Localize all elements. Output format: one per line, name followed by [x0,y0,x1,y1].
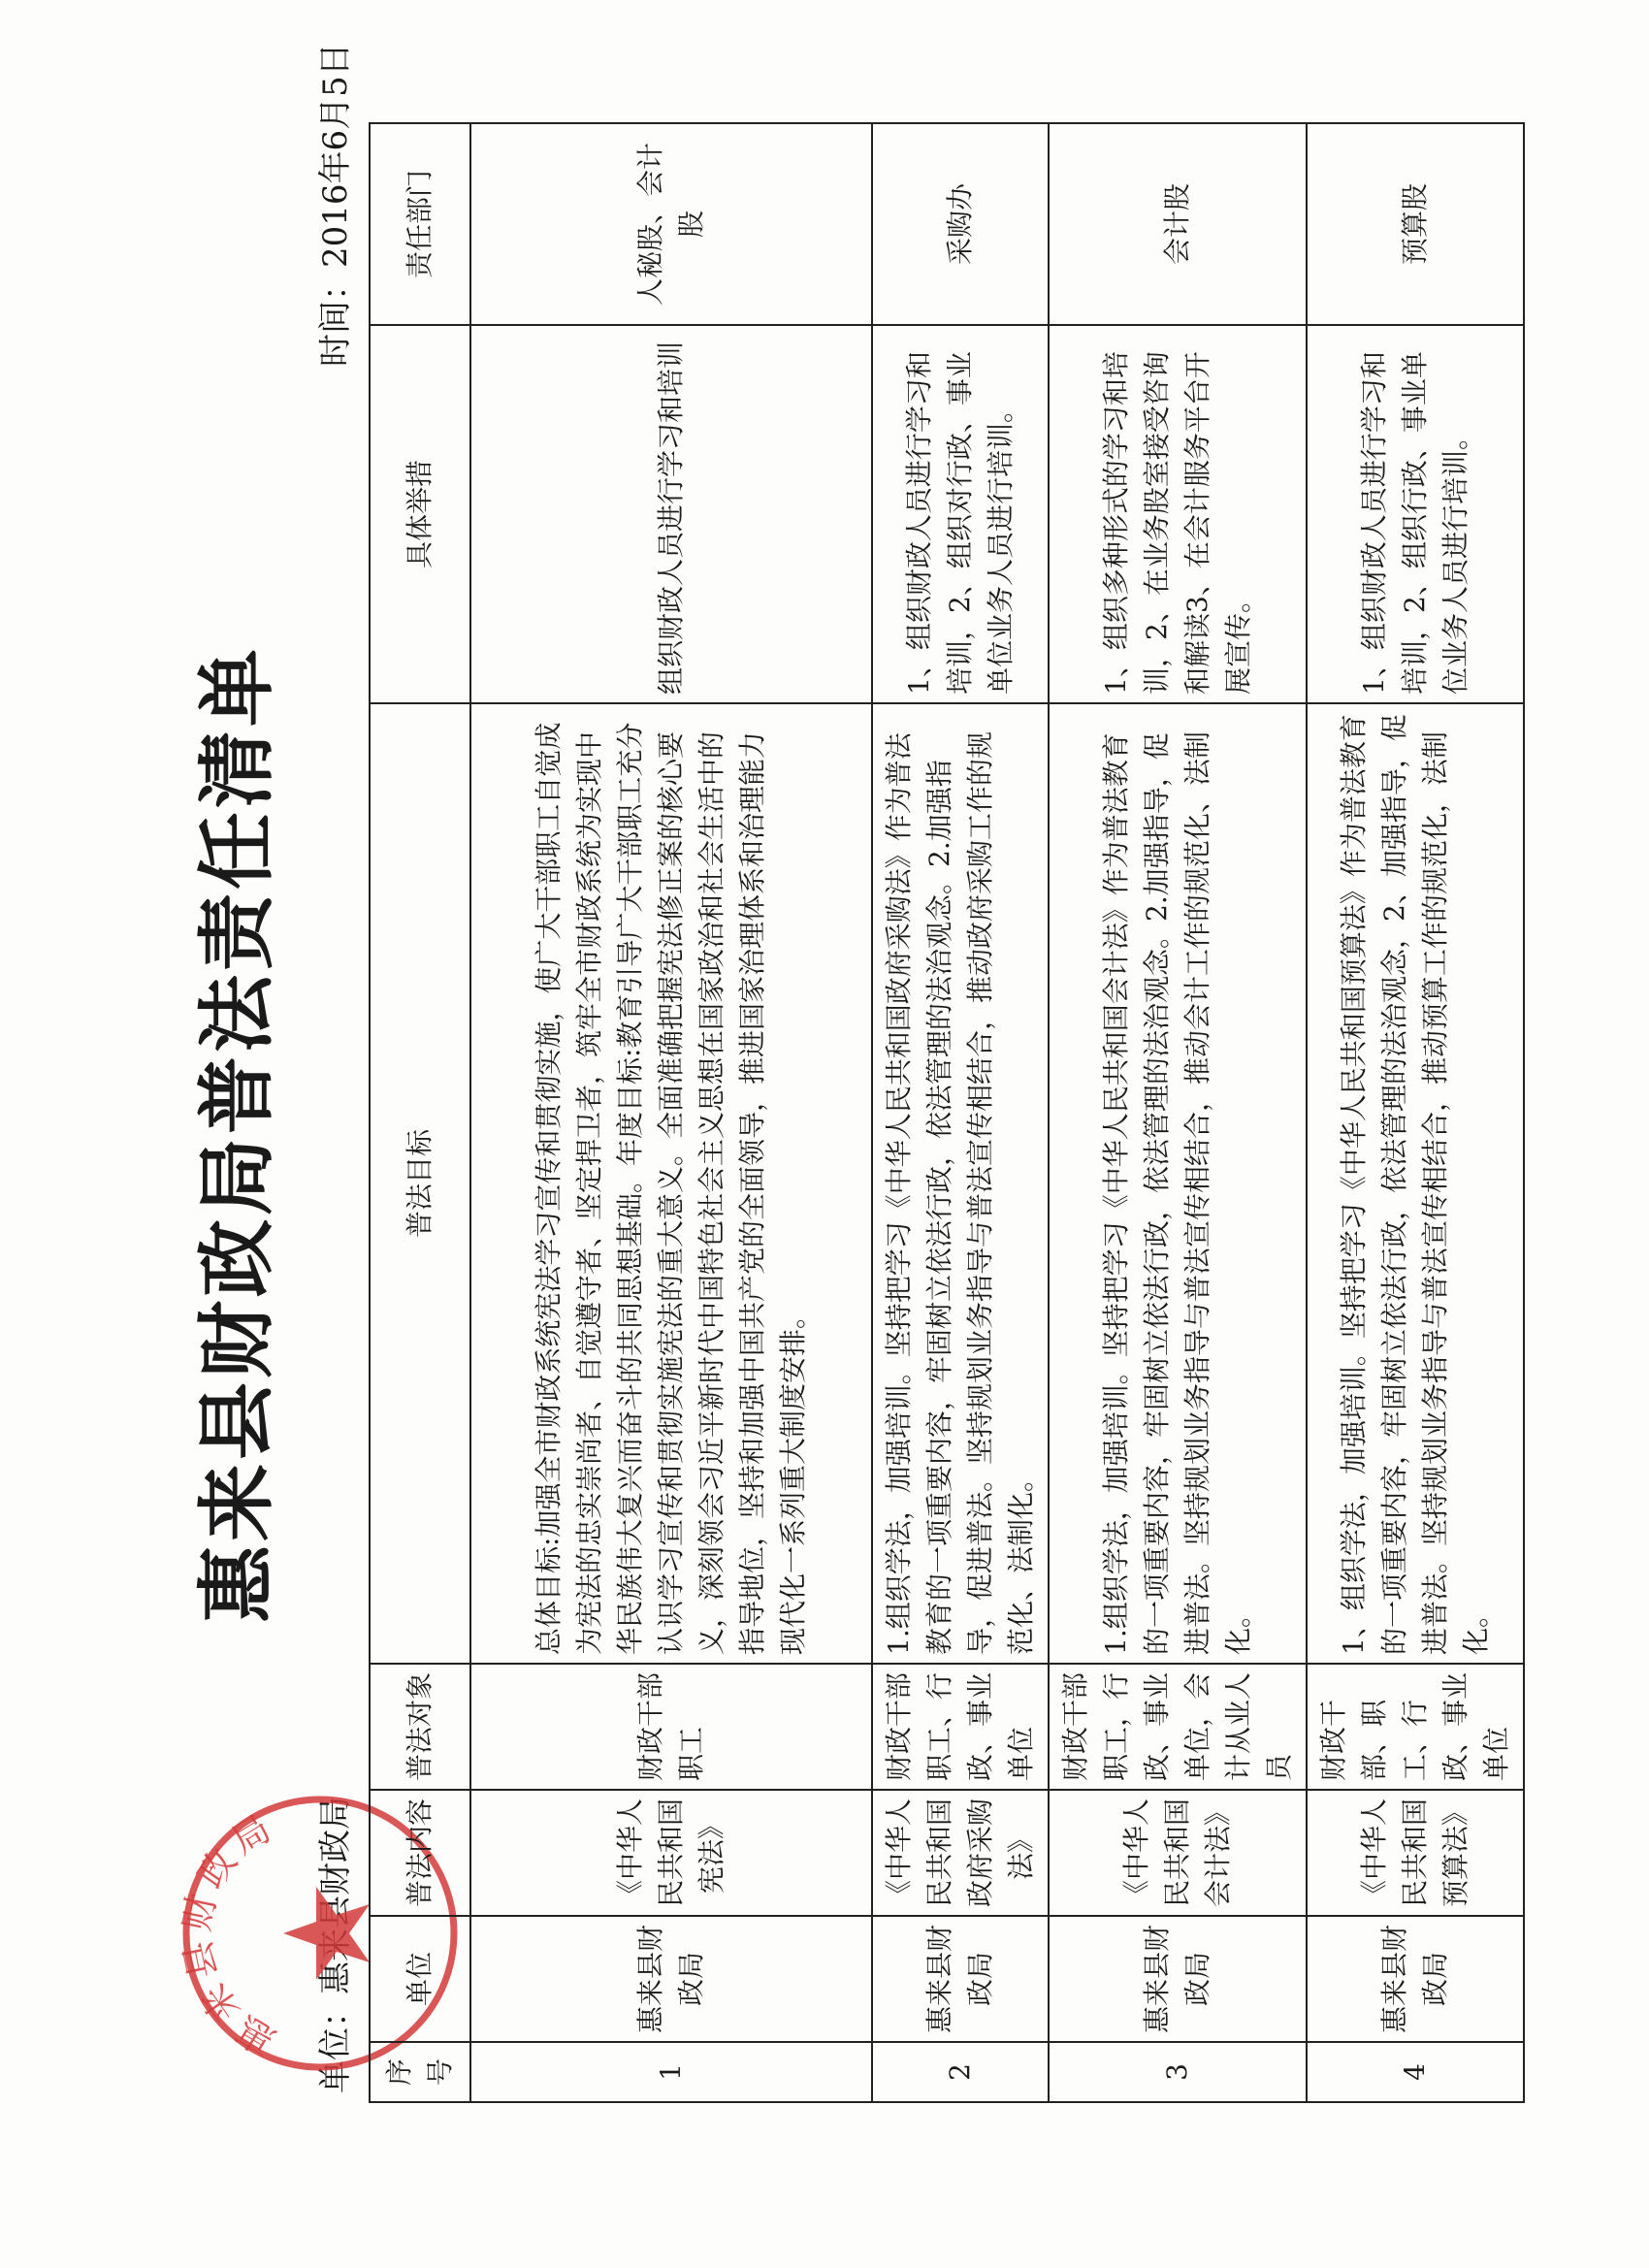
cell-content: 《中华人民共和国预算法》 [1307,1790,1524,1916]
cell-target: 财政干部职工 [470,1664,872,1790]
cell-unit: 惠来县财政局 [1049,1916,1307,2042]
cell-goal: 总体目标:加强全市财政系统宪法学习宣传和贯彻实施，使广大干部职工自觉成为宪法的忠实崇尚者、自觉遵守者、坚定捍卫者，筑牢全市财政系统为实现中华民族伟大复兴而奋斗的共同思想基础。年度目标:教育引导广大干部职工充分认识学习宣传和贯彻实施宪法的重大意义。全面准确把握宪法修正案的核心要义，深刻领会习近平新时代中国特色社会主义思想在国家政治和社会生活中的指导地位，坚持和加强中国共产党的全面领导，推进国家治理体系和治理能力现代化一系列重大制度安排。 [470,703,872,1664]
cell-dept: 预算股 [1307,123,1524,325]
cell-measure: 组织财政人员进行学习和培训 [470,325,872,703]
cell-seq: 4 [1307,2042,1524,2102]
cell-measure: 1、组织多种形式的学习和培训，2、在业务股室接受咨询和解读3、在会计服务平台开展宣传。 [1049,325,1307,703]
cell-goal: 1、组织学法，加强培训。坚持把学习《中华人民共和国预算法》作为普法教育的一项重要内容，牢固树立依法行政，依法管理的法治观念，2、加强指导，促进普法。坚持规划业务指导与普法宣传相结合，推动预算工作的规范化，法制化。 [1307,703,1524,1664]
cell-goal: 1.组织学法，加强培训。坚持把学习《中华人民共和国会计法》作为普法教育的一项重要内容，牢固树立依法行政，依法管理的法治观念。2.加强指导，促进普法。坚持规划业务指导与普法宣传相结合，推动会计工作的规范化、法制化。 [1049,703,1307,1664]
cell-measure: 1、组织财政人员进行学习和培训，2、组织对行政、事业单位业务人员进行培训。 [872,325,1049,703]
table-row [1049,123,1307,2102]
cell-unit: 惠来县财政局 [470,1916,872,2042]
cell-seq: 1 [470,2042,872,2102]
cell-seq: 2 [872,2042,1049,2102]
table-row [872,123,1049,2102]
cell-dept: 采购办 [872,123,1049,325]
responsibility-table [369,122,1525,2103]
page-title: 惠来县财政局普法责任清单 [191,645,282,1623]
header-target: 普法对象 [370,1664,470,1790]
header-goal: 普法目标 [370,703,470,1664]
cell-dept: 人秘股、会计股 [470,123,872,325]
cell-unit: 惠来县财政局 [872,1916,1049,2042]
cell-target: 财政干部职工、行政、事业单位 [872,1664,1049,1790]
cell-target: 财政干部职工，行政、事业单位，会计从业人员 [1049,1664,1307,1790]
cell-dept: 会计股 [1049,123,1307,325]
cell-target: 财政干部、职工、行政、事业单位 [1307,1664,1524,1790]
header-unit: 单位 [370,1916,470,2042]
cell-measure: 1、组织财政人员进行学习和培训，2、组织行政、事业单位业务人员进行培训。 [1307,325,1524,703]
cell-content: 《中华人民共和国会计法》 [1049,1790,1307,1916]
cell-content: 《中华人民共和国政府采购法》 [872,1790,1049,1916]
cell-unit: 惠来县财政局 [1307,1916,1524,2042]
seal-star-icon [283,1887,370,1980]
header-content: 普法内容 [370,1790,470,1916]
date-label: 时间：2016年6月5日 [316,43,355,367]
cell-seq: 3 [1049,2042,1307,2102]
cell-content: 《中华人民共和国宪法》 [470,1790,872,1916]
cell-goal: 1.组织学法，加强培训。坚持把学习《中华人民共和国政府采购法》作为普法教育的一项重要内容，牢固树立依法行政，依法管理的法治观念。2.加强指导，促进普法。坚持规划业务指导与普法宣传相结合，推动政府采购工作的规范化、法制化。 [872,703,1049,1664]
header-dept: 责任部门 [370,123,470,325]
header-measure: 具体举措 [370,325,470,703]
table-header-row [370,123,470,2102]
seal-text: 惠来县财政局 [175,1803,283,2063]
table-row [470,123,872,2102]
header-seq: 序号 [370,2042,470,2102]
table-row [1307,123,1524,2102]
svg-text:惠来县财政局 [175,1804,282,2063]
